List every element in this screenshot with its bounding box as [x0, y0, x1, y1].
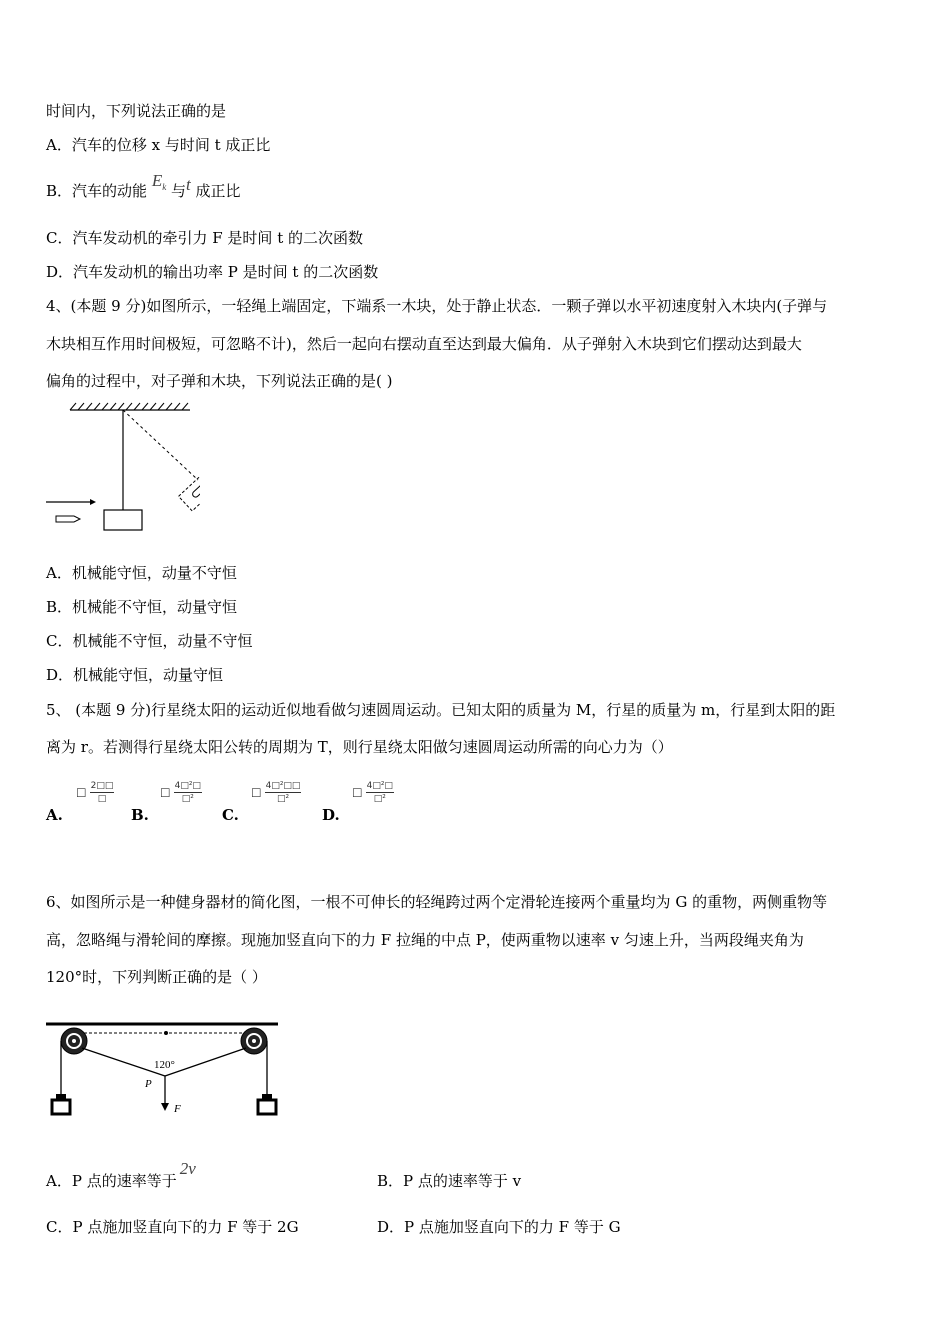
q6-option-a: A．P 点的速率等于2v	[46, 1159, 196, 1190]
right-weight	[258, 1100, 276, 1114]
angle-label: 120°	[154, 1059, 175, 1071]
swung-rope	[123, 410, 198, 480]
q5-label-a: A.	[46, 806, 63, 824]
q3-option-c: C．汽车发动机的牵引力 F 是时间 t 的二次函数	[46, 229, 363, 247]
q4-stem-line1: 4、(本题 9 分)如图所示，一轻绳上端固定，下端系一木块，处于静止状态．一颗子弹以水平初速度射入木块内(子弹与	[46, 297, 828, 315]
q6-pulley-figure	[44, 1008, 280, 1126]
q6-stem-line3: 120°时，下列判断正确的是（ ）	[46, 968, 267, 986]
q5-formula-b: □ $\frac{\text{4□²□}}{\text{□²}}$	[160, 781, 201, 804]
q5-stem-line2: 离为 r。若测得行星绕太阳公转的周期为 T，则行星绕太阳做匀速圆周运动所需的向心力为（）	[46, 738, 673, 756]
q6-option-c: C．P 点施加竖直向下的力 F 等于 2G	[46, 1218, 299, 1236]
q3-option-b	[46, 171, 241, 204]
ek-subscript: k	[162, 182, 167, 192]
left-weight	[52, 1100, 70, 1114]
q4-stem-line3: 偏角的过程中，对子弹和木块，下列说法正确的是( )	[46, 372, 393, 390]
q5-label-d: D.	[322, 806, 340, 824]
swung-block	[179, 469, 200, 511]
wood-block	[104, 510, 142, 530]
q6-option-b: B．P 点的速率等于 v	[377, 1172, 522, 1190]
q6-stem-line1: 6、如图所示是一种健身器材的简化图，一根不可伸长的轻绳跨过两个定滑轮连接两个重量均为 G 的重物，两侧重物等	[46, 893, 828, 911]
q4-option-b: B．机械能不守恒，动量守恒	[46, 598, 238, 616]
q5-label-c: C.	[222, 806, 239, 824]
midpoint-dot	[164, 1031, 168, 1035]
right-rope-segment	[165, 1048, 246, 1076]
q3-option-b-mid: 与	[170, 182, 186, 200]
point-p-label: P	[145, 1078, 152, 1090]
q4-option-c: C．机械能不守恒，动量不守恒	[46, 632, 253, 650]
q4-pendulum-figure	[40, 400, 200, 540]
ek-symbol: E	[151, 171, 163, 190]
q4-stem-line2: 木块相互作用时间极短，可忽略不计)，然后一起向右摆动直至达到最大偏角．从子弹射入木块到它们摆动达到最大	[46, 335, 802, 353]
force-arrowhead	[161, 1103, 169, 1111]
t-symbol: t	[186, 175, 191, 194]
bullet	[56, 516, 80, 522]
velocity-arrowhead	[90, 499, 96, 505]
q5-stem-line1: 5、 (本题 9 分)行星绕太阳的运动近似地看做匀速圆周运动。已知太阳的质量为 M，行星的质量为 m，行星到太阳的距	[46, 701, 836, 719]
q5-formula-c: □ $\frac{\text{4□²□□}}{\text{□²}}$	[251, 781, 301, 804]
q4-option-d: D．机械能守恒，动量守恒	[46, 666, 224, 684]
q3-option-b-pre: B．汽车的动能	[46, 182, 148, 200]
q6-option-d: D．P 点施加竖直向下的力 F 等于 G	[377, 1218, 621, 1236]
q6-stem-line2: 高，忽略绳与滑轮间的摩擦。现施加竖直向下的力 F 拉绳的中点 P，使两重物以速率 v 匀速上升，当两段绳夹角为	[46, 931, 804, 949]
q3-option-d: D．汽车发动机的输出功率 P 是时间 t 的二次函数	[46, 263, 379, 281]
q5-formula-a: □ $\frac{2□□}{□}$	[76, 781, 114, 804]
q5-formula-d: □ $\frac{\text{4□²□}}{\text{□²}}$	[352, 781, 393, 804]
left-rope-segment	[82, 1048, 165, 1076]
q3-option-b-post: 成正比	[195, 182, 241, 200]
q4-option-a: A．机械能守恒，动量不守恒	[46, 564, 237, 582]
q3-stem-tail: 时间内，下列说法正确的是	[46, 102, 227, 120]
ceiling-hatch	[70, 403, 188, 410]
2v-symbol: 2v	[179, 1159, 196, 1178]
q5-label-b: B.	[131, 806, 149, 824]
q3-option-a: A．汽车的位移 x 与时间 t 成正比	[46, 136, 271, 154]
force-f-label: F	[174, 1103, 181, 1115]
